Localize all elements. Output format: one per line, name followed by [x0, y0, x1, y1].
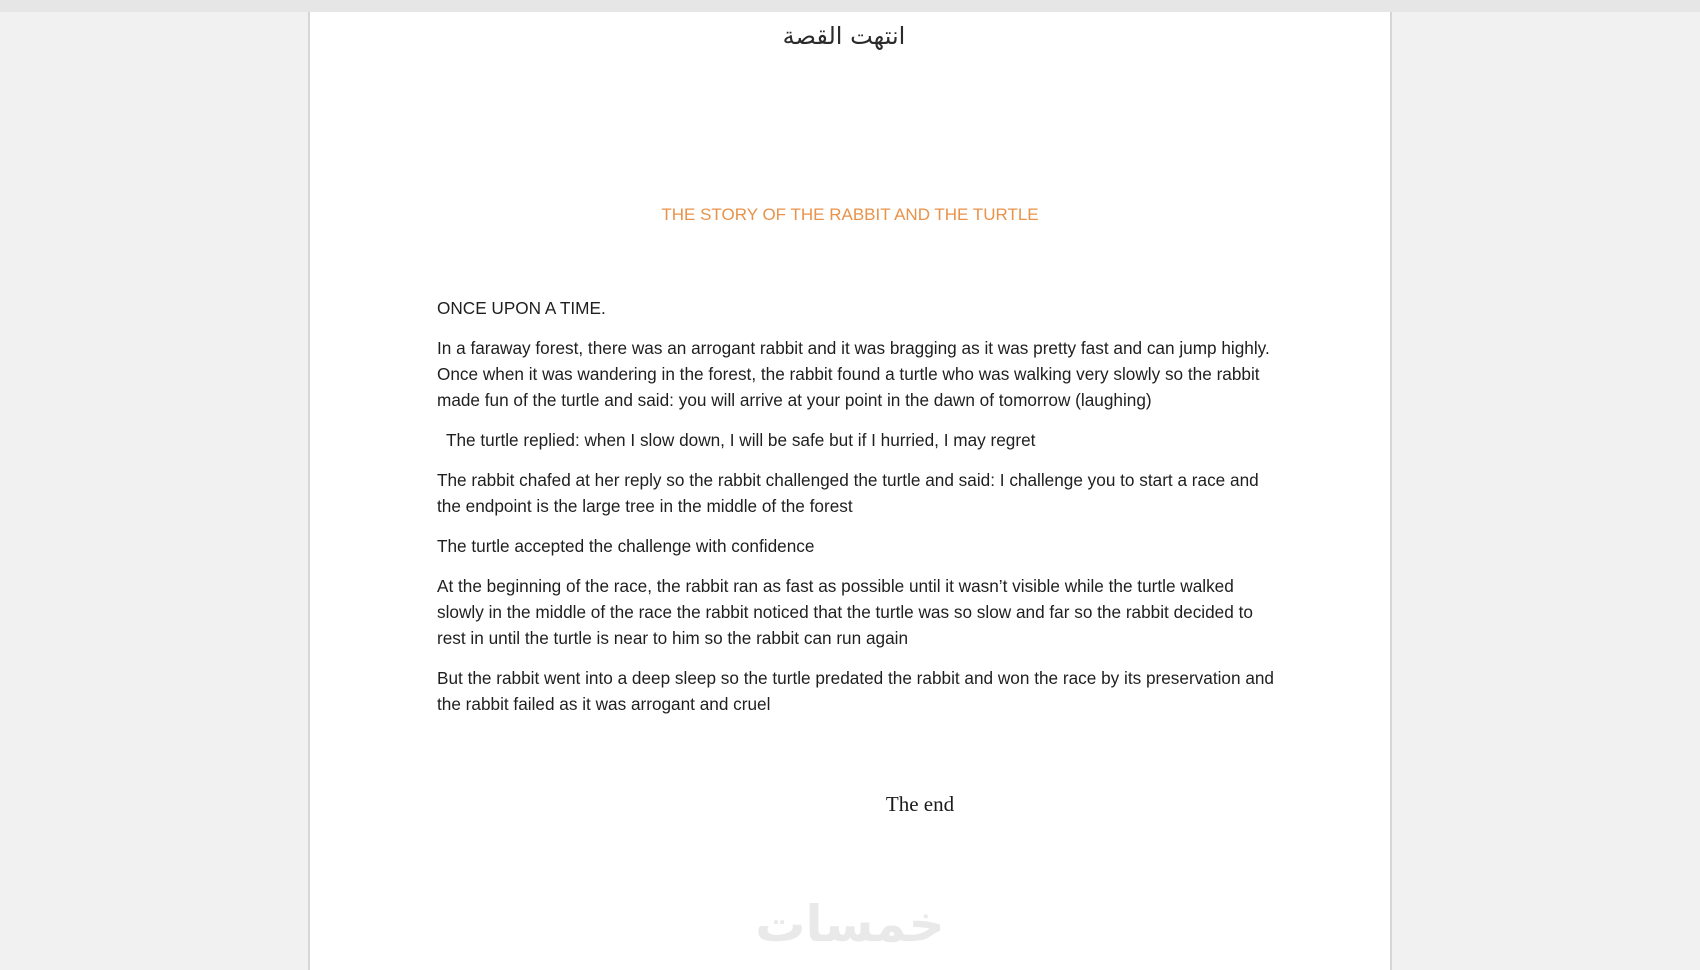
top-strip	[0, 0, 1700, 12]
arabic-heading	[310, 22, 1390, 50]
paragraph: In a faraway forest, there was an arrogant rabbit and it was bragging as it was pretty fast and can jump highly. Once when it was wandering in the forest, the rabbit found a turtle who was walking very slowly so the rabbit made fun of the turtle and said: you will arrive at your point in the dawn of tomorrow (laughing)	[437, 338, 1270, 410]
story-title	[310, 205, 1390, 225]
document-page	[308, 12, 1392, 970]
the-end	[310, 792, 1390, 817]
the-end-text: The end	[885, 792, 955, 816]
paragraph: The turtle accepted the challenge with confidence	[437, 536, 815, 556]
paragraph: The turtle replied: when I slow down, I will be safe but if I hurried, I may regret	[446, 430, 1036, 450]
story-title-text: THE STORY OF THE RABBIT AND THE TURTLE	[661, 205, 1039, 224]
watermark-text: خمسات	[755, 895, 945, 953]
arabic-heading-text: انتهت القصة	[782, 22, 906, 50]
paragraph-opening: ONCE UPON A TIME.	[437, 298, 606, 318]
paragraph: The rabbit chafed at her reply so the rabbit challenged the turtle and said: I challenge you to start a race and the endpoint is the large tree in the middle of the forest	[437, 470, 1259, 516]
story-body	[437, 295, 1277, 731]
watermark-logo	[0, 895, 1700, 953]
paragraph: But the rabbit went into a deep sleep so the turtle predated the rabbit and won the race by its preservation and the rabbit failed as it was arrogant and cruel	[437, 668, 1274, 714]
paragraph: At the beginning of the race, the rabbit ran as fast as possible until it wasn’t visible while the turtle walked slowly in the middle of the race the rabbit noticed that the turtle was so slow and far so the rabbit decided to rest in until the turtle is near to him so the rabbit can run again	[437, 576, 1253, 648]
